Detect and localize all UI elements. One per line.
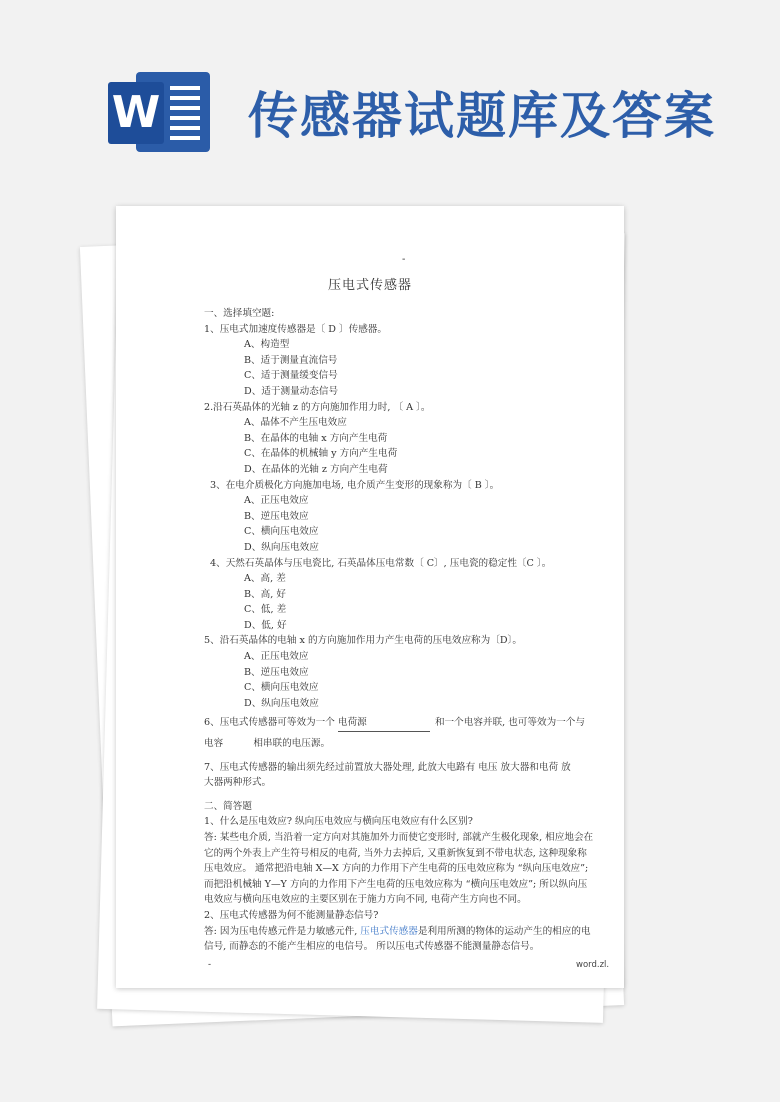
option: C、低, 差	[244, 604, 287, 616]
question-1: 1、压电式加速度传感器是〔 D 〕传感器。	[204, 323, 387, 335]
section-heading: 一、选择填空题:	[204, 308, 275, 319]
question-4: 4、天然石英晶体与压电瓷比, 石英晶体压电常数〔 C〕, 压电瓷的稳定性〔C 〕。	[210, 557, 552, 569]
option: B、适于测量直流信号	[244, 354, 338, 366]
short-answer-2-text: 答: 因为压电传感元件是力敏感元件,	[204, 925, 361, 937]
section-heading: 二、简答题	[204, 800, 252, 812]
footer-marker: -	[208, 960, 212, 970]
short-question-2: 2、压电式传感器为何不能测量静态信号?	[204, 909, 379, 921]
footer-text: word.zl.	[576, 960, 610, 970]
document-title: 压电式传感器	[327, 278, 412, 293]
question-6-cont	[204, 736, 614, 752]
page-marker: -	[402, 254, 406, 265]
short-question-1: 1、什么是压电效应? 纵向压电效应与横向压电效应有什么区别?	[204, 816, 473, 828]
short-answer-2	[204, 924, 596, 955]
option: C、在晶体的机械轴 y 方向产生电荷	[244, 448, 398, 460]
option: B、逆压电效应	[244, 666, 309, 678]
option: D、纵向压电效应	[244, 697, 319, 709]
option: B、在晶体的电轴 x 方向产生电荷	[244, 432, 388, 444]
word-icon: W	[108, 68, 212, 154]
question-7: 7、压电式传感器的输出须先经过前置放大器处理, 此放大电路有 电压 放大器和电荷 放	[204, 761, 571, 773]
document-body	[204, 306, 614, 955]
option: C、适于测量缓变信号	[244, 370, 338, 382]
option: D、适于测量动态信号	[244, 385, 339, 397]
question-6	[204, 715, 614, 732]
option: A、高, 差	[244, 573, 286, 585]
question-7-cont: 大器两种形式。	[204, 777, 272, 789]
option: B、逆压电效应	[244, 510, 309, 522]
highlight-link[interactable]: 压电式传感器	[360, 925, 418, 937]
answer-blank: 电容	[204, 738, 224, 750]
question-2: 2.沿石英晶体的光轴 z 的方向施加作用力时, 〔 A 〕。	[204, 401, 431, 413]
question-6-text: 相串联的电压源。	[253, 738, 331, 750]
option: A、构造型	[244, 339, 290, 351]
question-5: 5、沿石英晶体的电轴 x 的方向施加作用力产生电荷的压电效应称为〔D〕。	[204, 635, 522, 647]
answer-blank: 电荷源	[338, 715, 430, 732]
document-page	[116, 206, 624, 988]
banner-title: 传感器试题库及答案	[248, 87, 716, 145]
option: A、正压电效应	[244, 651, 309, 663]
option: B、高, 好	[244, 588, 286, 600]
option: D、在晶体的光轴 z 方向产生电荷	[244, 463, 388, 475]
short-answer-1: 答: 某些电介质, 当沿着一定方向对其施加外力而使它变形时, 部就产生极化现象, 相应地会在它的两个外表上产生符号相反的电荷, 当外力去掉后, 又重新恢复到不带电状态, 这种现象称压电效应。 通常把沿电轴 X—X 方向的力作用下产生电荷的压电效应称为 “纵向压电效应”; 而把沿机械轴 Y—Y 方向的力作用下产生电荷的压电效应称为 “横向压电效应”; 所以纵向压电效应与横向压电效应的主要区别在于施力方向不同, 电荷产生方向也不同。	[204, 832, 594, 906]
question-3: 3、在电介质极化方向施加电场, 电介质产生变形的现象称为〔 B 〕。	[210, 479, 500, 491]
banner	[0, 0, 780, 200]
option: C、横向压电效应	[244, 682, 319, 694]
option: A、晶体不产生压电效应	[244, 417, 347, 429]
question-6-text: 和一个电容并联, 也可等效为一个与	[434, 717, 585, 729]
question-6-text: 6、压电式传感器可等效为一个	[204, 717, 335, 729]
option: D、纵向压电效应	[244, 541, 319, 553]
short-answer-2-text: 是利用所测的物体的运动产生的相应的电信号, 而静态的不能产生相应的电信号。 所以压电式传感器不能测量静态信号。	[204, 925, 591, 953]
option: D、低, 好	[244, 619, 287, 631]
option: A、正压电效应	[244, 495, 309, 507]
option: C、横向压电效应	[244, 526, 319, 538]
